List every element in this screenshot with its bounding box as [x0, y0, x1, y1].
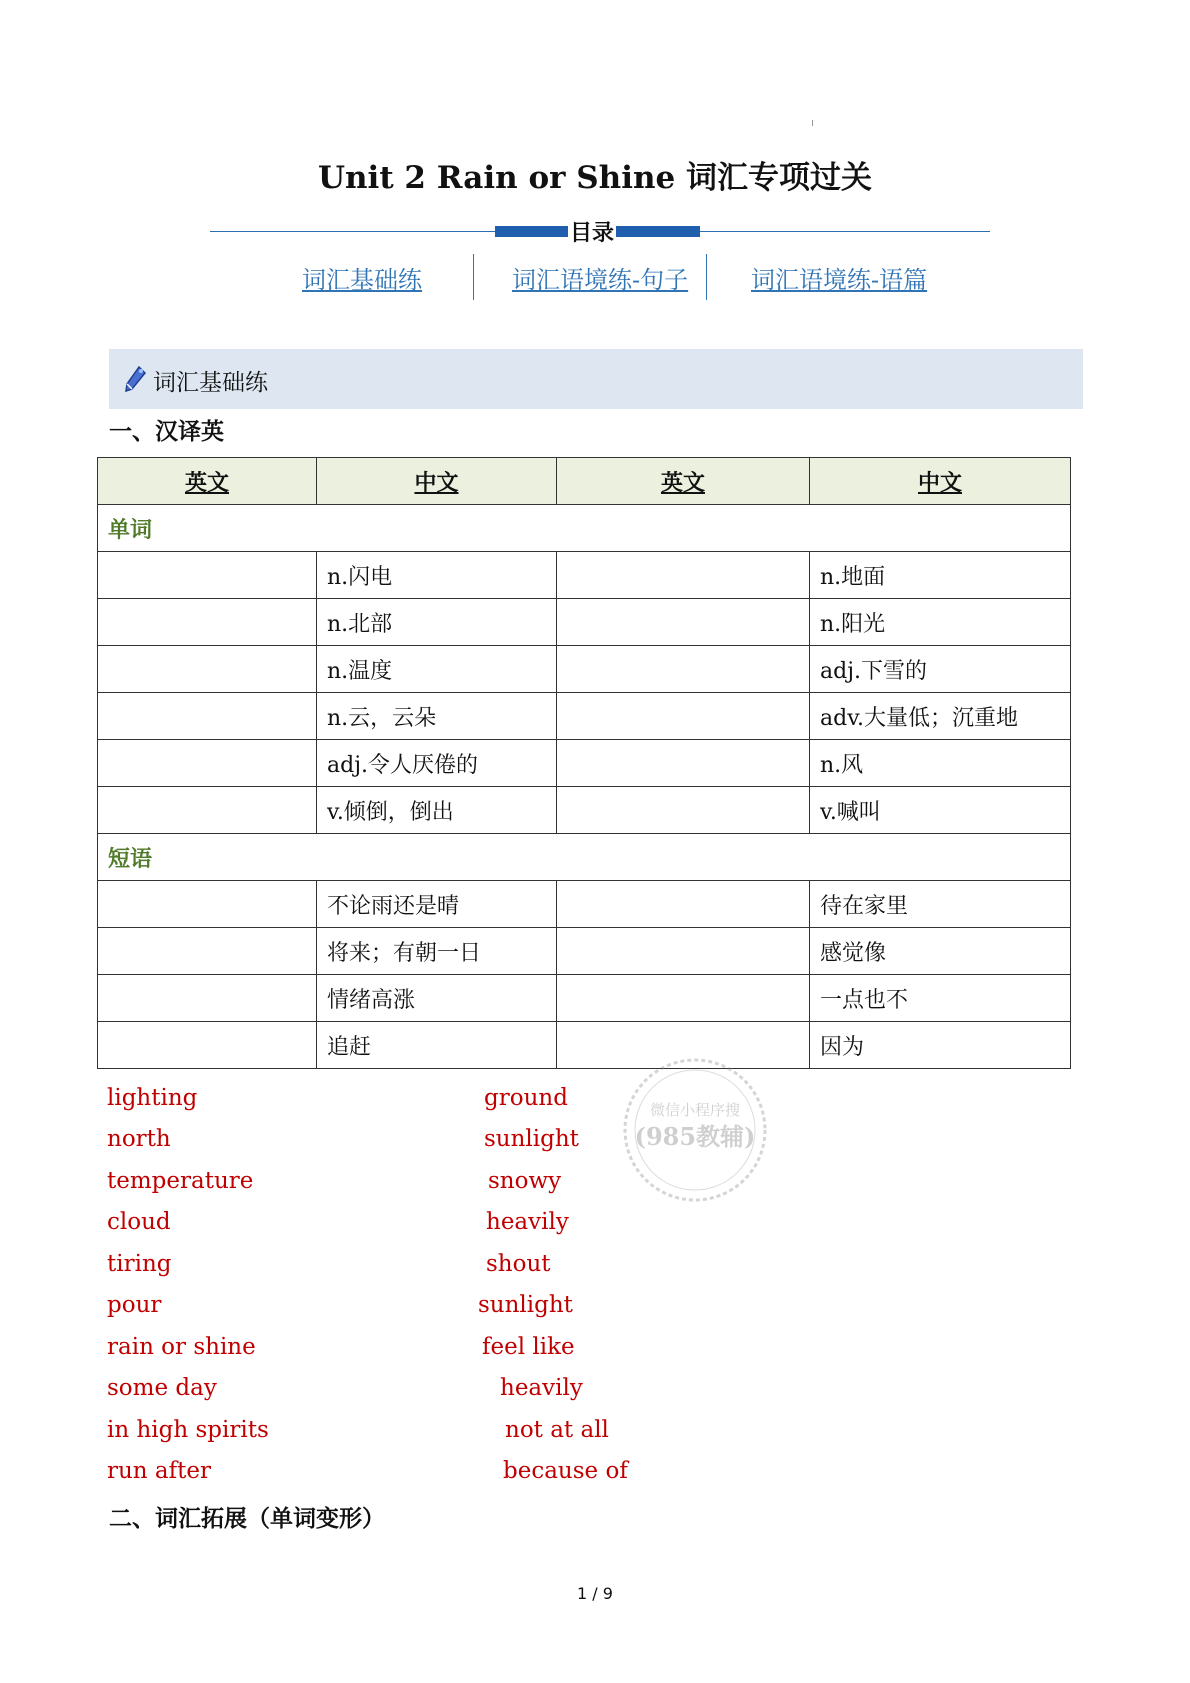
- group-row-words: [98, 505, 1071, 552]
- section-banner: [109, 349, 1083, 409]
- toc-link-basic[interactable]: 词汇基础练: [302, 266, 422, 294]
- answer-cell[interactable]: [557, 787, 810, 834]
- watermark-line1: 微信小程序搜: [649, 1101, 741, 1119]
- chinese-cell: v.倾倒，倒出: [317, 787, 557, 834]
- table-row: [98, 928, 1071, 975]
- answer-cell[interactable]: [98, 881, 317, 928]
- table-row: [98, 552, 1071, 599]
- watermark-line2: (985教辅): [634, 1122, 756, 1151]
- answer-cell[interactable]: [98, 928, 317, 975]
- answer-right: sunlight: [484, 1126, 579, 1152]
- chinese-cell: 不论雨还是晴: [317, 881, 557, 928]
- table-row: [98, 1022, 1071, 1069]
- chinese-cell: 情绪高涨: [317, 975, 557, 1022]
- page-title: Unit 2 Rain or Shine 词汇专项过关: [317, 160, 873, 196]
- chinese-cell: adj.下雪的: [810, 646, 1071, 693]
- group-row-phrases: [98, 834, 1071, 881]
- answer-cell[interactable]: [98, 693, 317, 740]
- col-header-chinese: 中文: [317, 458, 557, 505]
- chinese-cell: 待在家里: [810, 881, 1071, 928]
- answer-cell[interactable]: [98, 1022, 317, 1069]
- chinese-cell: n.地面: [810, 552, 1071, 599]
- page-tick-mark: [812, 120, 813, 126]
- watermark-stamp: [620, 1055, 770, 1205]
- chinese-cell: n.北部: [317, 599, 557, 646]
- col-header-english: 英文: [98, 458, 317, 505]
- answer-cell[interactable]: [98, 787, 317, 834]
- table-row: [98, 646, 1071, 693]
- chinese-cell: n.温度: [317, 646, 557, 693]
- chinese-cell: 感觉像: [810, 928, 1071, 975]
- table-row: [98, 740, 1071, 787]
- chinese-cell: adj.令人厌倦的: [317, 740, 557, 787]
- chinese-cell: n.闪电: [317, 552, 557, 599]
- answer-left: rain or shine: [107, 1334, 256, 1360]
- answer-right: ground: [484, 1085, 568, 1111]
- answer-right: sunlight: [478, 1292, 573, 1318]
- table-row: [98, 599, 1071, 646]
- answer-cell[interactable]: [98, 646, 317, 693]
- toc-link-passage[interactable]: 词汇语境练-语篇: [751, 266, 928, 294]
- answer-cell[interactable]: [557, 740, 810, 787]
- answer-left: lighting: [107, 1085, 198, 1111]
- answer-cell[interactable]: [557, 975, 810, 1022]
- chinese-cell: 追赶: [317, 1022, 557, 1069]
- vocab-table: [97, 457, 1071, 1069]
- answer-right: snowy: [488, 1168, 562, 1194]
- heading-translation: 一、汉译英: [109, 418, 224, 445]
- table-row: [98, 975, 1071, 1022]
- chinese-cell: v.喊叫: [810, 787, 1071, 834]
- answer-right: heavily: [500, 1375, 583, 1401]
- answer-cell[interactable]: [557, 646, 810, 693]
- chinese-cell: n.云，云朵: [317, 693, 557, 740]
- table-row: [98, 881, 1071, 928]
- section-banner-title: 词汇基础练: [153, 370, 268, 396]
- answer-left: pour: [107, 1292, 162, 1318]
- answer-left: some day: [107, 1375, 217, 1401]
- answer-right: because of: [503, 1458, 628, 1484]
- toc-separator: [473, 254, 474, 300]
- heading-word-forms: 二、词汇拓展（单词变形）: [109, 1505, 385, 1532]
- answer-right: heavily: [486, 1209, 569, 1235]
- pen-icon: [123, 365, 147, 393]
- toc-label: 目录: [568, 216, 616, 247]
- col-header-chinese: 中文: [810, 458, 1071, 505]
- chinese-cell: 一点也不: [810, 975, 1071, 1022]
- answer-left: tiring: [107, 1251, 172, 1277]
- answer-cell[interactable]: [557, 881, 810, 928]
- chinese-cell: 因为: [810, 1022, 1071, 1069]
- answer-left: in high spirits: [107, 1417, 269, 1443]
- toc-link-sentence[interactable]: 词汇语境练-句子: [512, 266, 689, 294]
- answer-left: temperature: [107, 1168, 254, 1194]
- answer-left: north: [107, 1126, 171, 1152]
- table-header-row: [98, 458, 1071, 505]
- answer-left: run after: [107, 1458, 212, 1484]
- page-number: 1 / 9: [577, 1584, 613, 1603]
- answer-cell[interactable]: [557, 693, 810, 740]
- answer-cell[interactable]: [98, 740, 317, 787]
- answer-right: feel like: [482, 1334, 575, 1360]
- answer-cell[interactable]: [98, 552, 317, 599]
- answer-cell[interactable]: [557, 552, 810, 599]
- group-label-words: 单词: [98, 505, 1071, 552]
- chinese-cell: n.阳光: [810, 599, 1071, 646]
- answer-cell[interactable]: [98, 599, 317, 646]
- col-header-english: 英文: [557, 458, 810, 505]
- answer-cell[interactable]: [557, 599, 810, 646]
- table-row: [98, 693, 1071, 740]
- chinese-cell: adv.大量低；沉重地: [810, 693, 1071, 740]
- answer-right: not at all: [505, 1417, 609, 1443]
- group-label-phrases: 短语: [98, 834, 1071, 881]
- toc-separator: [706, 254, 707, 300]
- answer-cell[interactable]: [98, 975, 317, 1022]
- answer-right: shout: [486, 1251, 551, 1277]
- chinese-cell: n.风: [810, 740, 1071, 787]
- answer-left: cloud: [107, 1209, 171, 1235]
- chinese-cell: 将来；有朝一日: [317, 928, 557, 975]
- table-row: [98, 787, 1071, 834]
- answer-cell[interactable]: [557, 928, 810, 975]
